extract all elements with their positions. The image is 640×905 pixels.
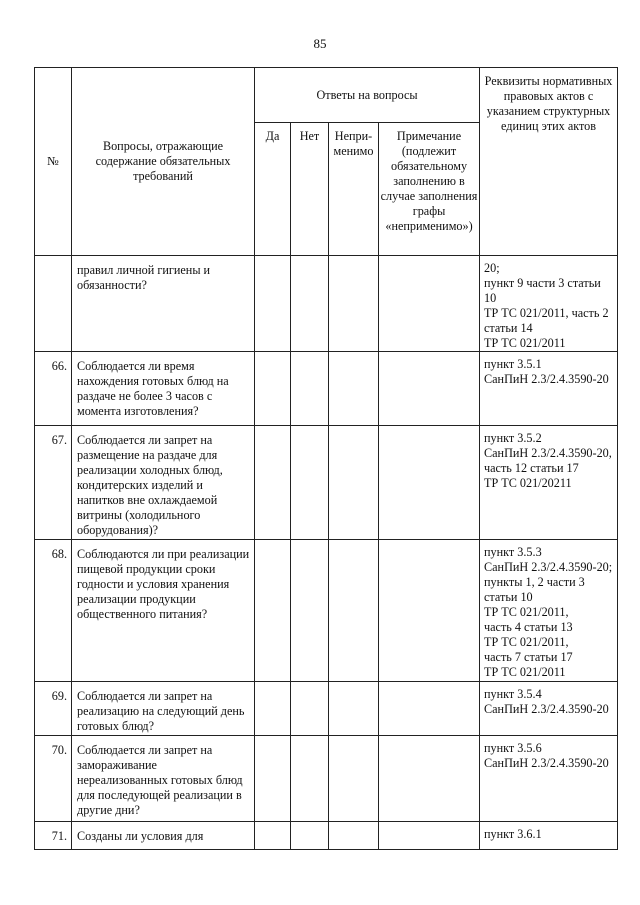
row-question: Соблюдается ли время нахождения готовых блюд на раздаче не более 3 часов с момента изготовления?: [72, 352, 255, 426]
answer-no-cell[interactable]: [291, 822, 329, 850]
row-number: [35, 256, 72, 352]
header-yes: Да: [255, 123, 291, 256]
answer-yes-cell[interactable]: [255, 736, 291, 822]
row-number: 71.: [35, 822, 72, 850]
answer-yes-cell[interactable]: [255, 352, 291, 426]
row-number: 66.: [35, 352, 72, 426]
answer-note-cell[interactable]: [379, 540, 480, 682]
answer-not-applicable-cell[interactable]: [329, 426, 379, 540]
answer-note-cell[interactable]: [379, 426, 480, 540]
answer-yes-cell[interactable]: [255, 822, 291, 850]
answer-yes-cell[interactable]: [255, 256, 291, 352]
header-answers: Ответы на вопросы: [255, 68, 480, 123]
answer-note-cell[interactable]: [379, 352, 480, 426]
answer-not-applicable-cell[interactable]: [329, 540, 379, 682]
row-question: Соблюдается ли запрет на размещение на раздаче для реализации холодных блюд, кондитерских изделий и напитков вне охлаждаемой витрины (холодильного оборудования)?: [72, 426, 255, 540]
answer-not-applicable-cell[interactable]: [329, 822, 379, 850]
row-number: 70.: [35, 736, 72, 822]
answer-note-cell[interactable]: [379, 736, 480, 822]
page-number: 85: [313, 36, 327, 51]
answer-no-cell[interactable]: [291, 352, 329, 426]
answer-no-cell[interactable]: [291, 256, 329, 352]
answer-no-cell[interactable]: [291, 540, 329, 682]
row-reference: пункт 3.5.6 СанПиН 2.3/2.4.3590-20: [480, 736, 618, 822]
row-question: Соблюдается ли запрет на замораживание нереализованных готовых блюд для последующей реализации в другие дни?: [72, 736, 255, 822]
row-reference: пункт 3.5.3 СанПиН 2.3/2.4.3590-20; пункты 1, 2 части 3 статьи 10 ТР ТС 021/2011, часть 4 статьи 13 ТР ТС 021/2011, часть 7 статьи 17 ТР ТС 021/2011: [480, 540, 618, 682]
answer-not-applicable-cell[interactable]: [329, 256, 379, 352]
answer-no-cell[interactable]: [291, 426, 329, 540]
header-not-applicable: Непри- менимо: [329, 123, 379, 256]
row-question: Соблюдаются ли при реализации пищевой продукции сроки годности и условия хранения реализации продукции общественного питания?: [72, 540, 255, 682]
row-question: Соблюдается ли запрет на реализацию на следующий день готовых блюд?: [72, 682, 255, 736]
table-row: [35, 736, 618, 822]
header-no: Нет: [291, 123, 329, 256]
row-reference: пункт 3.6.1: [480, 822, 618, 850]
answer-not-applicable-cell[interactable]: [329, 352, 379, 426]
answer-note-cell[interactable]: [379, 256, 480, 352]
header-number: №: [35, 68, 72, 256]
answer-yes-cell[interactable]: [255, 540, 291, 682]
row-question: Созданы ли условия для: [72, 822, 255, 850]
answer-not-applicable-cell[interactable]: [329, 736, 379, 822]
row-reference: пункт 3.5.4 СанПиН 2.3/2.4.3590-20: [480, 682, 618, 736]
answer-no-cell[interactable]: [291, 736, 329, 822]
answer-yes-cell[interactable]: [255, 426, 291, 540]
answer-note-cell[interactable]: [379, 822, 480, 850]
checklist-table: [34, 67, 618, 850]
answer-note-cell[interactable]: [379, 682, 480, 736]
header-requisites: Реквизиты нормативных правовых актов с указанием структурных единиц этих актов: [480, 68, 618, 256]
table-row: [35, 256, 618, 352]
table-row: [35, 352, 618, 426]
table-row: [35, 540, 618, 682]
row-reference: пункт 3.5.1 СанПиН 2.3/2.4.3590-20: [480, 352, 618, 426]
row-reference: 20; пункт 9 части 3 статьи 10 ТР ТС 021/2011, часть 2 статьи 14 ТР ТС 021/2011: [480, 256, 618, 352]
table-row: [35, 682, 618, 736]
answer-no-cell[interactable]: [291, 682, 329, 736]
answer-yes-cell[interactable]: [255, 682, 291, 736]
table-row: [35, 822, 618, 850]
row-question: правил личной гигиены и обязанности?: [72, 256, 255, 352]
answer-not-applicable-cell[interactable]: [329, 682, 379, 736]
header-row: [35, 68, 618, 123]
table-row: [35, 426, 618, 540]
row-number: 68.: [35, 540, 72, 682]
header-note: Примечание (подлежит обязательному заполнению в случае заполнения графы «неприменимо»): [379, 123, 480, 256]
row-number: 69.: [35, 682, 72, 736]
row-number: 67.: [35, 426, 72, 540]
header-question: Вопросы, отражающие содержание обязательных требований: [72, 68, 255, 256]
row-reference: пункт 3.5.2 СанПиН 2.3/2.4.3590-20, часть 12 статьи 17 ТР ТС 021/20211: [480, 426, 618, 540]
